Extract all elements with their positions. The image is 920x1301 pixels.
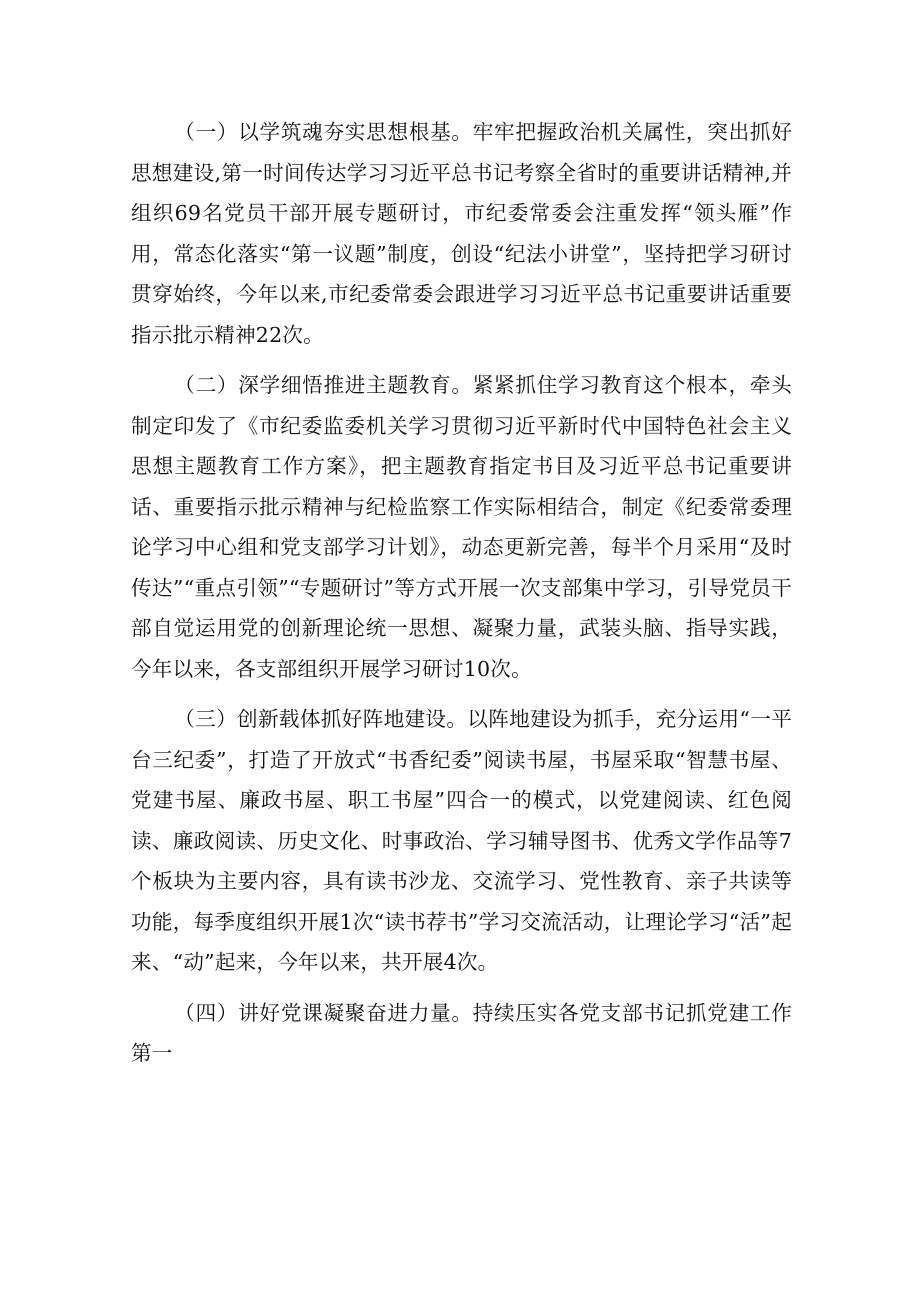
paragraph-3: （三）创新载体抓好阵地建设。以阵地建设为抓手，充分运用“一平台三纪委”，打造了开放式“书香纪委”阅读书屋，书屋采取“智慧书屋、党建书屋、廉政书屋、职工书屋”四合一的模式，以党建阅读、红色阅读、廉政阅读、历史文化、时事政治、学习辅导图书、优秀文学作品等7个板块为主要内容，具有读书沙龙、交流学习、党性教育、亲子共读等功能，每季度组织开展1次“读书荐书”学习交流活动，让理论学习“活”起来、“动”起来，今年以来，共开展4次。 — [131, 707, 792, 974]
paragraph-1: （一）以学筑魂夯实思想根基。牢牢把握政治机关属性，突出抓好思想建设,第一时间传达学习习近平总书记考察全省时的重要讲话精神,并组织69名党员干部开展专题研讨，市纪委常委会注重发挥“领头雁”作用，常态化落实“第一议题”制度，创设“纪法小讲堂”，坚持把学习研讨贯穿始终，今年以来,市纪委常委会跟进学习习近平总书记重要讲话重要指示批示精神22次。 — [131, 120, 792, 347]
paragraph-4: （四）讲好党课凝聚奋进力量。持续压实各党支部书记抓党建工作第一 — [131, 1000, 792, 1065]
paragraph-2: （二）深学细悟推进主题教育。紧紧抓住学习教育这个根本，牵头制定印发了《市纪委监委机关学习贯彻习近平新时代中国特色社会主义思想主题教育工作方案》，把主题教育指定书目及习近平总书记重要讲话、重要指示批示精神与纪检监察工作实际相结合，制定《纪委常委理论学习中心组和党支部学习计划》，动态更新完善，每半个月采用“及时传达”“重点引领”“专题研讨”等方式开展一次支部集中学习，引导党员干部自觉运用党的创新理论统一思想、凝聚力量，武装头脑、指导实践，今年以来，各支部组织开展学习研讨10次。 — [131, 373, 792, 681]
document-body — [131, 112, 792, 1084]
